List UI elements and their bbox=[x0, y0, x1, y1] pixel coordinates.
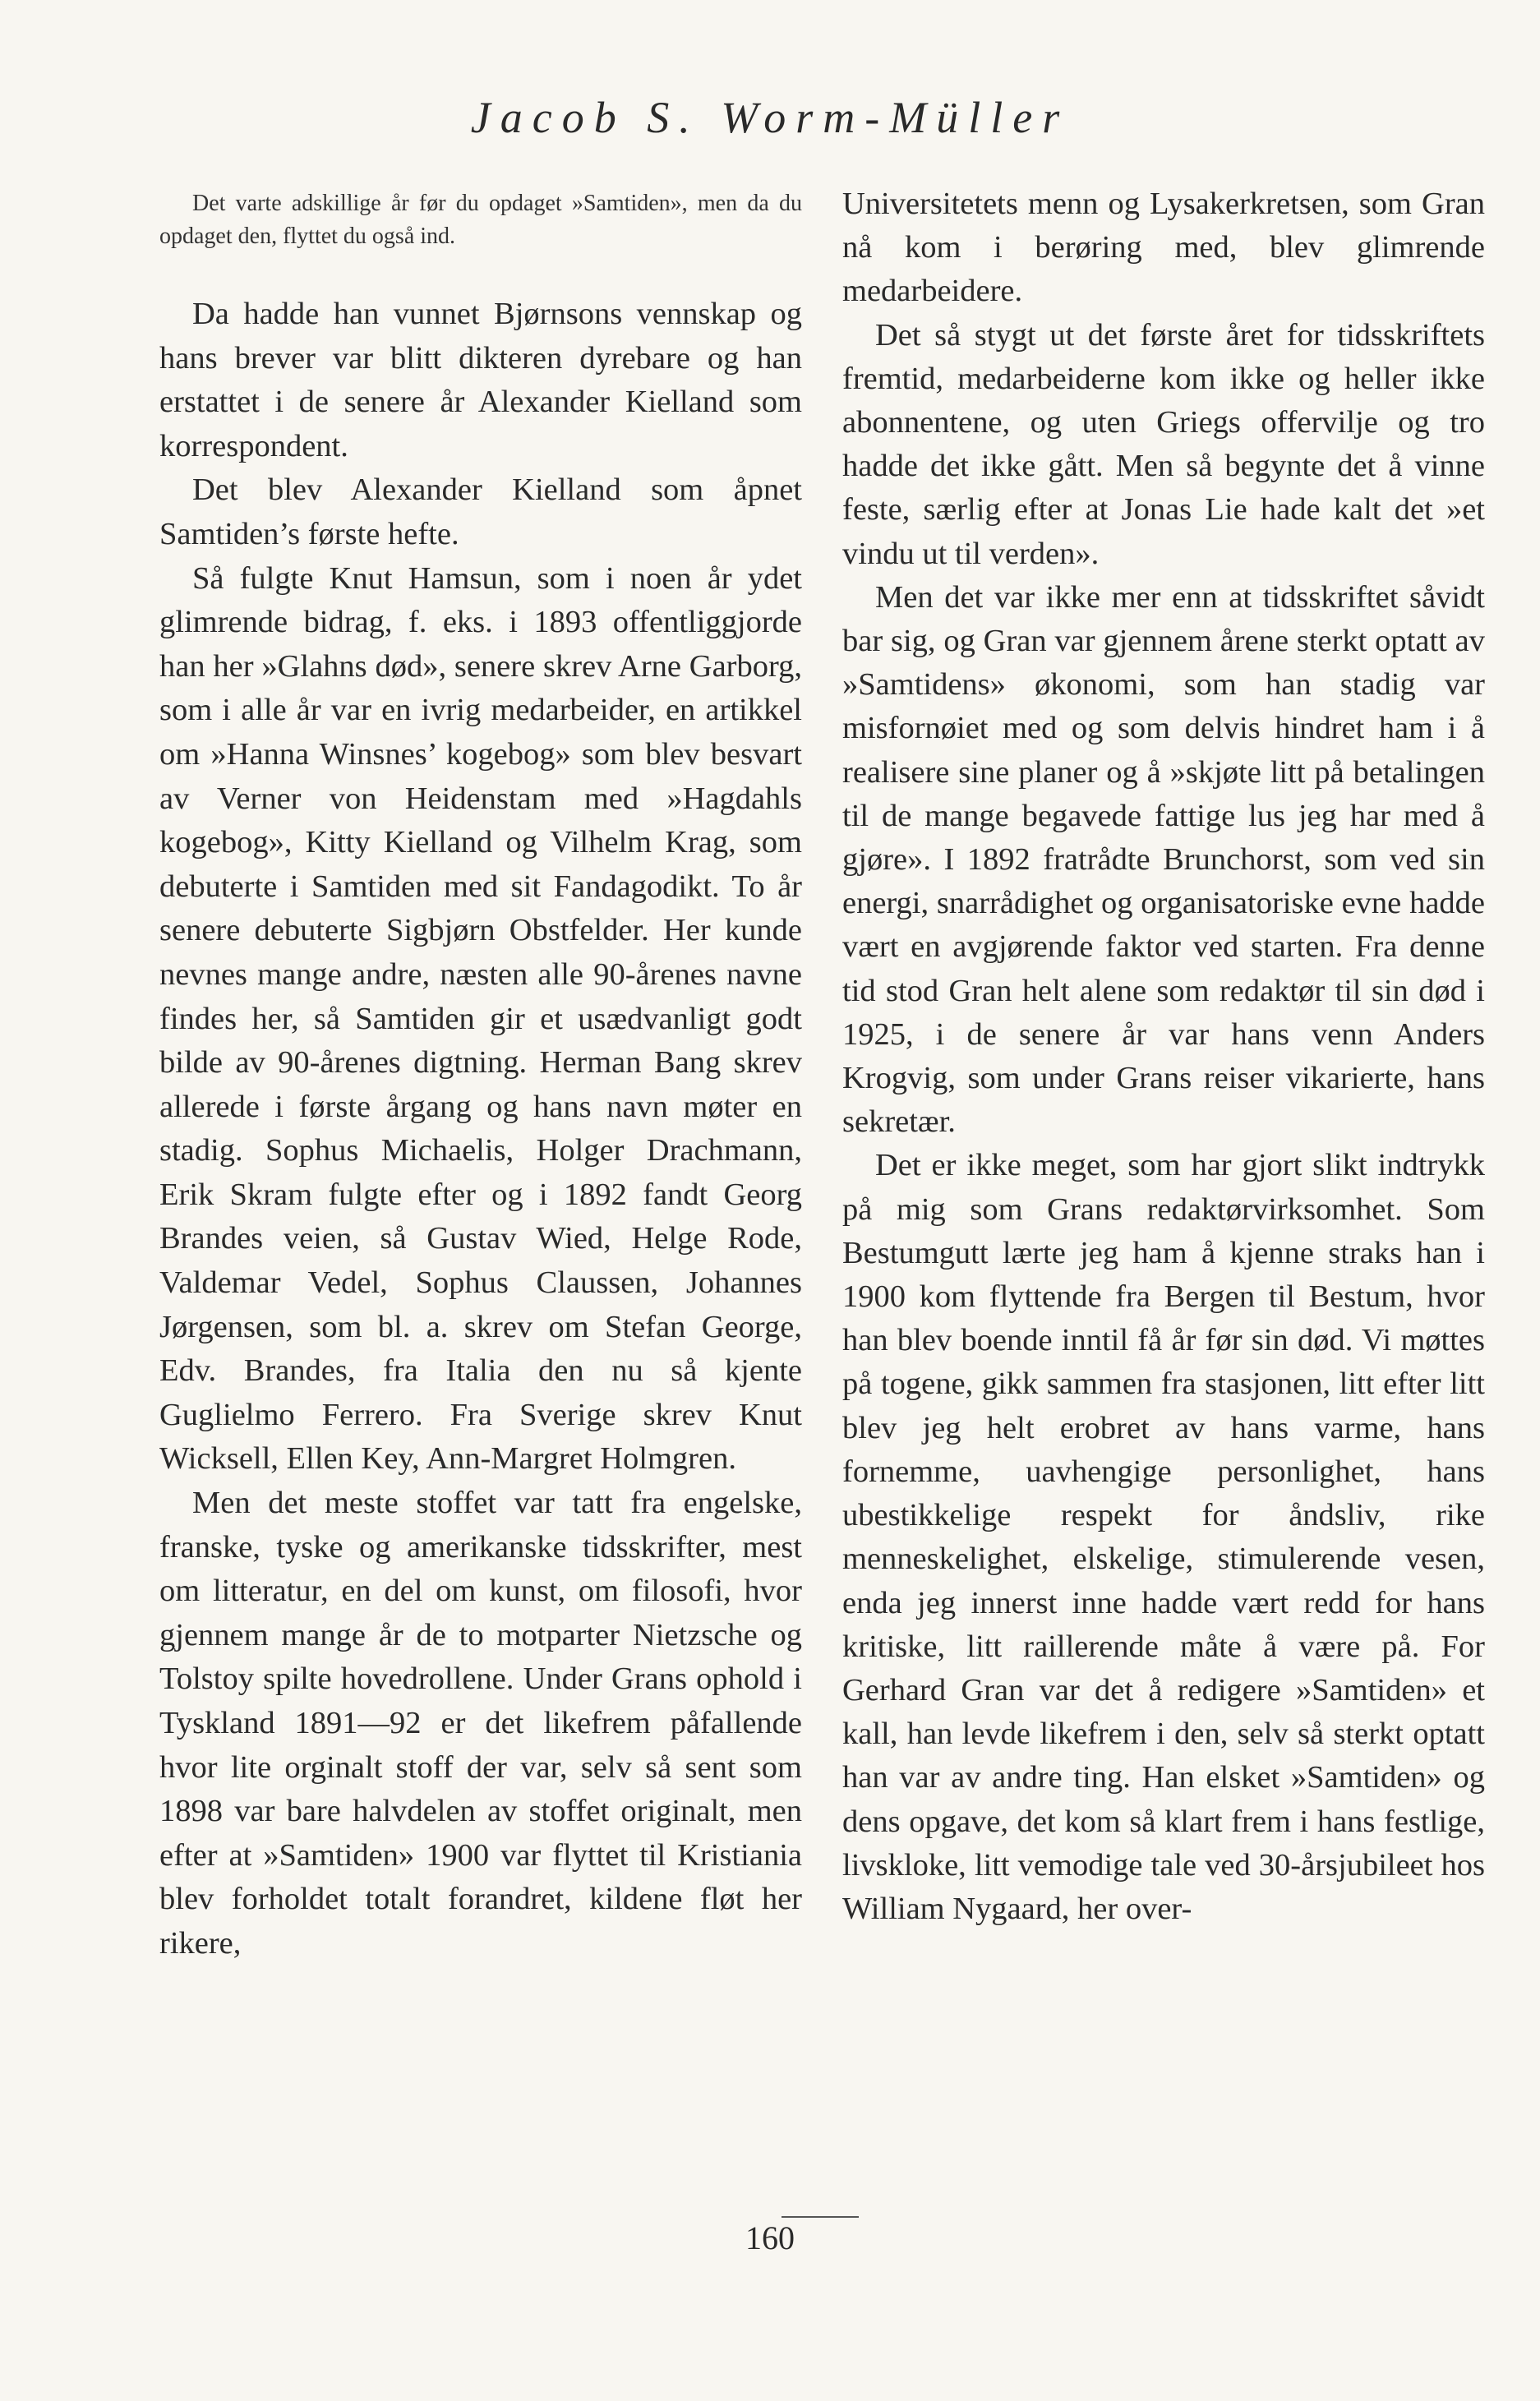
paragraph: Da hadde han vunnet Bjørnsons vennskap og hans brever var blitt dikteren dyrebare og han erstattet i de senere år Alexander Kielland som korrespondent. bbox=[159, 297, 802, 463]
paragraph: Det er ikke meget, som har gjort slikt indtrykk på mig som Grans redaktørvirksomhet. Som Bestumgutt lærte jeg ham å kjenne straks han i 1900 kom flyttende fra Bergen til Bestum, hvor han blev boende inntil få år før sin død. Vi møttes på togene, gikk sammen fra stasjonen, litt efter litt blev jeg helt erobret av hans varme, hans fornemme, uavhengige personlighet, hans ubestikkelige respekt for åndsliv, rike menneskelighet, elskelige, stimulerende vesen, enda jeg innerst inne hadde vært redd for hans kritiske, litt raillerende måte å være på. For Gerhard Gran var det å redigere »Samtiden» et kall, han levde likefrem i den, selv så sterkt optatt han var av andre ting. Han elsket »Samtiden» og dens opgave, det kom så klart frem i hans festlige, livskloke, litt vemodige tale ved 30-årsjubileet hos William Nygaard, her over- bbox=[842, 1148, 1485, 1926]
paragraph: Men det var ikke mer enn at tidsskriftet såvidt bar sig, og Gran var gjennem årene sterkt optatt av »Samtidens» økonomi, som han stadig var misfornøiet med og som delvis hindret ham i å realisere sine planer og å »skjøte litt på betalingen til de mange begavede fattige lus jeg har med å gjøre». I 1892 fratrådte Brunchorst, som ved sin energi, snarrådighet og organisatoriske evne hadde vært en avgjørende faktor ved starten. Fra denne tid stod Gran helt alene som redaktør til sin død i 1925, i de senere år var hans venn Anders Krogvig, som under Grans reiser vikarierte, hans sekretær. bbox=[842, 579, 1485, 1140]
left-column bbox=[159, 182, 802, 1966]
running-header: Jacob S. Worm-Müller bbox=[470, 93, 1070, 142]
paragraph: Det blev Alexander Kielland som åpnet Samtiden’s første hefte. bbox=[159, 472, 802, 551]
paragraph: Det så stygt ut det første året for tidsskriftets fremtid, medarbeiderne kom ikke og heller ikke abonnentene, og uten Griegs offervilje og tro hadde det ikke gått. Men så begynte det å vinne feste, særlig efter at Jonas Lie hade kalt det »et vindu ut til verden». bbox=[842, 317, 1485, 571]
epigraph-quote: Det varte adskillige år før du opdaget »Samtiden», men da du opdaget den, flyttet du også ind. bbox=[159, 191, 802, 249]
right-column bbox=[842, 182, 1485, 1931]
paragraph: Universitetets menn og Lysakerkretsen, som Gran nå kom i berøring med, blev glimrende medarbeidere. bbox=[842, 187, 1485, 309]
paragraph: Men det meste stoffet var tatt fra engelske, franske, tyske og amerikanske tidsskrifter, mest om litteratur, en del om kunst, om filosofi, hvor gjennem mange år de to motparter Nietzsche og Tolstoy spilte hovedrollene. Under Grans ophold i Tyskland 1891—92 er det likefrem påfallende hvor lite orginalt stoff der var, selv så sent som 1898 var bare halvdelen av stoffet originalt, men efter at »Samtiden» 1900 var flyttet til Kristiania blev forholdet totalt forandret, kildene fløt her rikere, bbox=[159, 1486, 802, 1961]
page-number: 160 bbox=[745, 2219, 795, 2256]
paragraph: Så fulgte Knut Hamsun, som i noen år ydet glimrende bidrag, f. eks. i 1893 offentliggjorde han her »Glahns død», senere skrev Arne Garborg, som i alle år var en ivrig medarbeider, en artikkel om »Hanna Winsnes’ kogebog» som blev besvart av Verner von Heidenstam med »Hagdahls kogebog», Kitty Kielland og Vilhelm Krag, som debuterte i Samtiden med sit Fandagodikt. To år senere debuterte Sigbjørn Obstfelder. Her kunde nevnes mange andre, næsten alle 90-årenes navne findes her, så Samtiden gir et usædvanligt godt bilde av 90-årenes digtning. Herman Bang skrev allerede i første årgang og hans navn møter en stadig. Sophus Michaelis, Holger Drachmann, Erik Skram fulgte efter og i 1892 fandt Georg Brandes veien, så Gustav Wied, Helge Rode, Valdemar Vedel, Sophus Claussen, Johannes Jørgensen, som bl. a. skrev om Stefan George, Edv. Brandes, fra Italia den nu så kjente Guglielmo Ferrero. Fra Sverige skrev Knut Wicksell, Ellen Key, Ann-Margret Holmgren. bbox=[159, 560, 802, 1477]
page-number-rule bbox=[782, 2216, 859, 2218]
